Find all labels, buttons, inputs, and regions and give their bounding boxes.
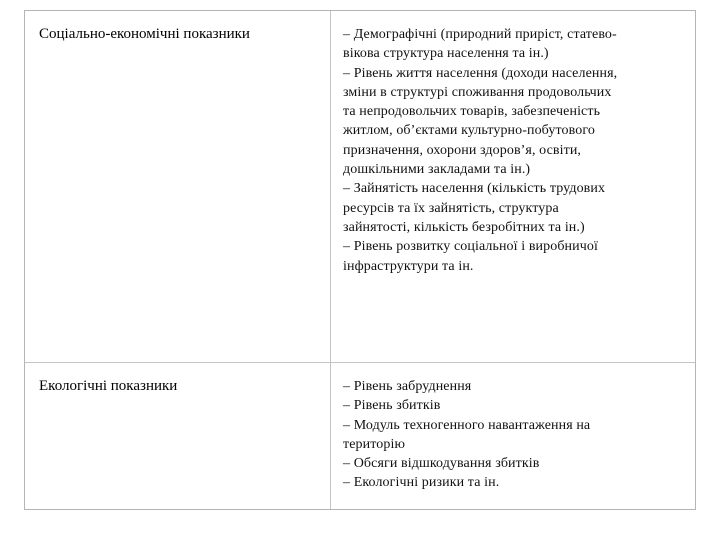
description-line: інфраструктури та ін.: [343, 258, 474, 274]
description-line: вікова структура населення та ін.): [343, 46, 549, 62]
description-line: житлом, об’єктами культурно-побутового: [343, 123, 595, 139]
description-line: – Екологічні ризики та ін.: [343, 475, 500, 491]
indicator-label: Соціально-економічні показники: [39, 26, 250, 42]
description-line: – Рівень забруднення: [343, 379, 472, 394]
description-line: – Зайнятість населення (кількість трудових: [343, 181, 606, 197]
table-cell-indicator: [25, 11, 331, 363]
indicator-label: Екологічні показники: [39, 378, 178, 394]
description-line: – Рівень розвитку соціальної і виробничої: [343, 239, 598, 255]
description-line: зайнятості, кількість безробітних та ін.): [343, 219, 585, 235]
description-line: – Обсяги відшкодування збитків: [343, 456, 540, 472]
description-line: призначення, охорони здоров’я, освіти,: [343, 142, 582, 158]
description-line: – Демографічні (природний приріст, статево-: [343, 27, 617, 42]
description-line: – Модуль техногенного навантаження на: [343, 417, 591, 433]
table-cell-indicator: [25, 363, 331, 509]
table-cell-description: [331, 11, 695, 363]
table-cell-description: [331, 363, 695, 509]
description-line: зміни в структурі споживання продовольчих: [343, 84, 612, 100]
description-line: ресурсів та їх зайнятість, структура: [343, 200, 559, 216]
indicators-table: [24, 10, 696, 510]
description-line: – Рівень збитків: [343, 398, 441, 414]
description-line: дошкільними закладами та ін.): [343, 162, 531, 178]
description-line: – Рівень життя населення (доходи населення,: [343, 65, 618, 81]
description-line: територію: [343, 436, 406, 452]
description-line: та непродовольчих товарів, забезпеченість: [343, 104, 601, 120]
